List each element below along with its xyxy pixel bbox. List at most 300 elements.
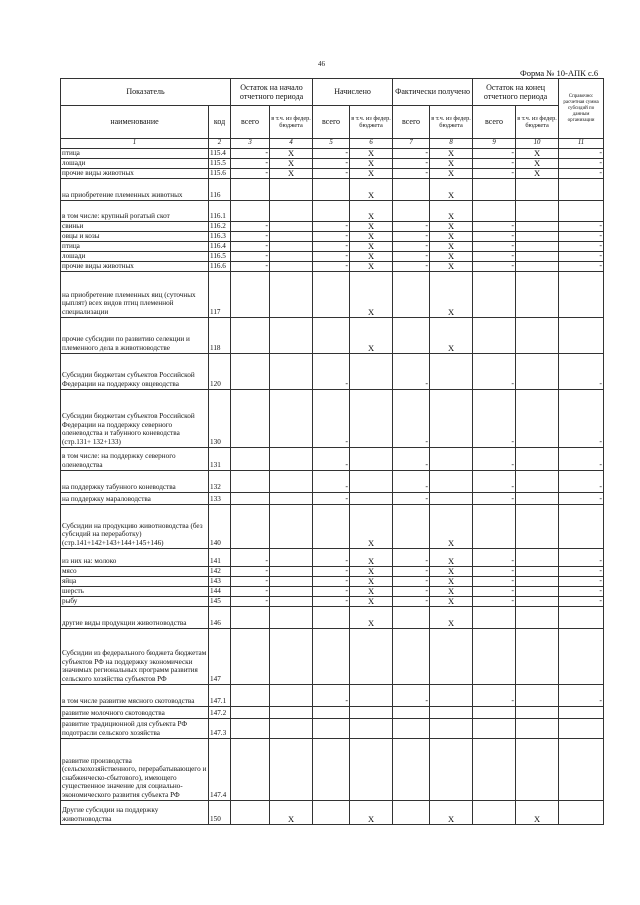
row-name: в том числе: на поддержку северного оленеводства (61, 447, 209, 470)
table-cell: X (350, 231, 393, 241)
column-number: 4 (270, 139, 313, 149)
table-cell: - (393, 389, 430, 447)
table-cell: - (313, 241, 350, 251)
table-cell: X (350, 317, 393, 353)
table-cell: - (393, 353, 430, 389)
table-cell (270, 317, 313, 353)
table-cell (516, 470, 559, 492)
table-row (61, 158, 604, 168)
table-cell (516, 606, 559, 628)
table-cell: - (559, 492, 604, 504)
table-row (61, 241, 604, 251)
row-name: Субсидии бюджетам субъектов Российской Федерации на поддержку овцеводства (61, 353, 209, 389)
table-cell (350, 389, 393, 447)
table-cell: - (393, 470, 430, 492)
table-cell (270, 684, 313, 706)
table-cell: X (350, 178, 393, 200)
table-cell: - (559, 168, 604, 178)
row-code: 146 (209, 606, 231, 628)
table-cell: X (430, 800, 473, 824)
row-code: 147.1 (209, 684, 231, 706)
column-number: 6 (350, 139, 393, 149)
table-cell (270, 738, 313, 800)
table-cell (473, 706, 516, 718)
table-cell (270, 447, 313, 470)
opening-balance-header: Остаток на начало отчетного периода (231, 79, 313, 106)
table-cell (270, 389, 313, 447)
table-cell (350, 706, 393, 718)
table-cell (270, 596, 313, 606)
accrued-total-header: всего (313, 106, 350, 139)
row-code: 131 (209, 447, 231, 470)
row-code: 147.3 (209, 718, 231, 738)
table-cell: - (473, 389, 516, 447)
table-cell (516, 231, 559, 241)
table-cell (393, 271, 430, 317)
table-cell: X (430, 158, 473, 168)
row-code: 116.2 (209, 221, 231, 231)
row-name: на приобретение племенных яиц (суточных цыплят) всех видов птиц племенной специализации (61, 271, 209, 317)
row-code: 142 (209, 566, 231, 576)
table-row (61, 251, 604, 261)
table-cell (430, 738, 473, 800)
row-code: 116 (209, 178, 231, 200)
table-cell (270, 566, 313, 576)
table-cell (516, 586, 559, 596)
closing-federal-header: в т.ч. из федер. бюджета (516, 106, 559, 139)
table-row (61, 548, 604, 566)
indicator-header: Показатель (61, 79, 231, 106)
table-cell (516, 241, 559, 251)
table-row (61, 271, 604, 317)
row-name: Другие субсидии на поддержку животноводства (61, 800, 209, 824)
table-cell: - (393, 576, 430, 586)
table-cell (516, 221, 559, 231)
table-cell (231, 738, 270, 800)
table-cell: X (430, 271, 473, 317)
table-cell: - (473, 221, 516, 231)
table-cell (270, 606, 313, 628)
table-row (61, 389, 604, 447)
row-code: 147 (209, 628, 231, 684)
table-cell (231, 200, 270, 221)
table-row (61, 168, 604, 178)
row-name: рыбу (61, 596, 209, 606)
row-code: 117 (209, 271, 231, 317)
table-cell (350, 353, 393, 389)
table-cell (516, 566, 559, 576)
table-cell: X (350, 596, 393, 606)
table-cell: X (350, 576, 393, 586)
subsidies-table (60, 78, 604, 825)
table-cell: - (313, 251, 350, 261)
table-cell: - (559, 586, 604, 596)
row-name: развитие молочного скотоводства (61, 706, 209, 718)
table-row (61, 148, 604, 158)
column-number: 5 (313, 139, 350, 149)
table-cell (231, 271, 270, 317)
table-cell: - (393, 548, 430, 566)
table-cell (231, 706, 270, 718)
table-cell (516, 706, 559, 718)
table-cell (430, 628, 473, 684)
table-cell: - (231, 586, 270, 596)
table-cell (270, 221, 313, 231)
table-cell (393, 800, 430, 824)
table-cell: - (231, 241, 270, 251)
table-cell: - (393, 221, 430, 231)
row-name: развитие традиционной для субъекта РФ подотрасли сельского хозяйства (61, 718, 209, 738)
table-cell: - (313, 596, 350, 606)
table-cell (516, 447, 559, 470)
row-name: птица (61, 241, 209, 251)
table-cell: X (430, 231, 473, 241)
table-row (61, 353, 604, 389)
received-total-header: всего (393, 106, 430, 139)
table-cell (473, 718, 516, 738)
table-cell: X (350, 251, 393, 261)
table-cell (270, 718, 313, 738)
row-code: 130 (209, 389, 231, 447)
table-cell (393, 200, 430, 221)
table-cell: X (350, 158, 393, 168)
table-row (61, 221, 604, 231)
table-cell: - (313, 168, 350, 178)
table-cell (270, 241, 313, 251)
row-code: 144 (209, 586, 231, 596)
table-row (61, 261, 604, 271)
table-cell: - (313, 261, 350, 271)
table-cell: X (430, 241, 473, 251)
table-cell: X (430, 548, 473, 566)
table-cell (393, 738, 430, 800)
table-cell: - (231, 596, 270, 606)
table-cell (473, 738, 516, 800)
table-cell (231, 317, 270, 353)
table-cell (270, 470, 313, 492)
table-row (61, 576, 604, 586)
table-cell: X (270, 800, 313, 824)
table-cell (313, 800, 350, 824)
column-number: 8 (430, 139, 473, 149)
table-cell (231, 504, 270, 548)
table-row (61, 317, 604, 353)
row-name: Субсидии бюджетам субъектов Российской Федерации на поддержку северного оленеводства и табунного коневодства (стр.131+ 132+133) (61, 389, 209, 447)
table-cell (430, 684, 473, 706)
row-code: 120 (209, 353, 231, 389)
table-cell: - (473, 470, 516, 492)
table-cell (313, 504, 350, 548)
table-cell: - (393, 261, 430, 271)
table-cell: - (473, 596, 516, 606)
table-cell: X (430, 168, 473, 178)
table-cell: - (393, 447, 430, 470)
table-cell: - (231, 261, 270, 271)
name-header: наименование (61, 106, 209, 139)
table-row (61, 504, 604, 548)
page-number: 46 (318, 60, 325, 68)
row-name: шерсть (61, 586, 209, 596)
row-code: 147.4 (209, 738, 231, 800)
table-cell: - (473, 168, 516, 178)
table-cell: - (313, 566, 350, 576)
table-cell (231, 718, 270, 738)
table-row (61, 718, 604, 738)
table-cell: - (393, 596, 430, 606)
table-row (61, 628, 604, 684)
closing-balance-header: Остаток на конец отчетного периода (473, 79, 559, 106)
row-name: овцы и козы (61, 231, 209, 241)
table-cell (516, 200, 559, 221)
row-name: птица (61, 148, 209, 158)
row-name: в том числе: крупный рогатый скот (61, 200, 209, 221)
code-header: код (209, 106, 231, 139)
table-row (61, 231, 604, 241)
row-code: 118 (209, 317, 231, 353)
table-cell: X (516, 168, 559, 178)
table-cell (473, 504, 516, 548)
column-number: 1 (61, 139, 209, 149)
table-cell (313, 200, 350, 221)
table-cell: - (313, 353, 350, 389)
table-cell: - (559, 251, 604, 261)
table-cell: - (559, 596, 604, 606)
row-code: 115.6 (209, 168, 231, 178)
table-cell (270, 576, 313, 586)
table-cell (516, 548, 559, 566)
table-cell (516, 684, 559, 706)
table-cell: X (430, 200, 473, 221)
table-cell (393, 628, 430, 684)
table-row (61, 738, 604, 800)
table-cell: - (393, 492, 430, 504)
table-cell (516, 178, 559, 200)
table-cell (516, 317, 559, 353)
table-cell (313, 178, 350, 200)
table-cell (313, 606, 350, 628)
table-cell (430, 447, 473, 470)
table-cell (559, 738, 604, 800)
table-cell: - (393, 231, 430, 241)
table-row (61, 586, 604, 596)
column-numbers-row (61, 139, 604, 149)
table-cell (559, 706, 604, 718)
row-name: прочие субсидии по развитию селекции и племенного дела в животноводстве (61, 317, 209, 353)
table-cell (270, 706, 313, 718)
table-cell: - (473, 251, 516, 261)
table-cell: - (559, 566, 604, 576)
accrued-header: Начислено (313, 79, 393, 106)
table-cell (430, 706, 473, 718)
table-row (61, 800, 604, 824)
table-body (61, 148, 604, 824)
table-cell: X (430, 504, 473, 548)
table-cell: X (350, 800, 393, 824)
table-cell: - (473, 353, 516, 389)
table-cell: - (473, 586, 516, 596)
table-cell: X (516, 148, 559, 158)
table-cell (473, 200, 516, 221)
row-name: яйца (61, 576, 209, 586)
table-cell (270, 353, 313, 389)
column-number: 10 (516, 139, 559, 149)
row-name: на приобретение племенных животных (61, 178, 209, 200)
table-cell: - (473, 447, 516, 470)
table-row (61, 470, 604, 492)
table-cell (516, 353, 559, 389)
row-code: 140 (209, 504, 231, 548)
table-cell (270, 628, 313, 684)
table-cell: - (393, 684, 430, 706)
table-cell: X (430, 566, 473, 576)
table-cell: X (350, 241, 393, 251)
received-header: Фактически получено (393, 79, 473, 106)
table-row (61, 447, 604, 470)
row-code: 150 (209, 800, 231, 824)
table-cell: X (430, 596, 473, 606)
row-name: лошади (61, 251, 209, 261)
row-code: 116.4 (209, 241, 231, 251)
table-cell (270, 586, 313, 596)
table-cell (350, 492, 393, 504)
table-cell (516, 504, 559, 548)
table-cell (231, 389, 270, 447)
table-cell (393, 317, 430, 353)
table-cell (559, 628, 604, 684)
table-cell (516, 738, 559, 800)
table-cell: X (350, 586, 393, 596)
table-cell (350, 684, 393, 706)
table-row (61, 596, 604, 606)
table-cell (231, 628, 270, 684)
table-cell (231, 800, 270, 824)
table-cell (516, 271, 559, 317)
column-number: 9 (473, 139, 516, 149)
table-cell (516, 389, 559, 447)
table-row (61, 606, 604, 628)
table-cell: X (270, 158, 313, 168)
table-cell: - (393, 158, 430, 168)
table-cell: X (430, 221, 473, 231)
table-cell (270, 548, 313, 566)
table-cell: - (559, 389, 604, 447)
table-cell (430, 470, 473, 492)
table-cell: X (350, 548, 393, 566)
opening-total-header: всего (231, 106, 270, 139)
table-cell: - (231, 148, 270, 158)
table-cell (430, 353, 473, 389)
table-cell (350, 718, 393, 738)
row-name: из них на: молоко (61, 548, 209, 566)
table-row (61, 178, 604, 200)
table-cell: - (473, 261, 516, 271)
table-cell: - (559, 158, 604, 168)
table-cell: - (393, 566, 430, 576)
table-cell (516, 251, 559, 261)
table-cell (393, 178, 430, 200)
table-cell: - (393, 586, 430, 596)
table-cell: - (559, 548, 604, 566)
table-cell (559, 800, 604, 824)
table-cell: - (313, 470, 350, 492)
table-cell: - (313, 158, 350, 168)
row-code: 116.1 (209, 200, 231, 221)
table-cell: - (231, 251, 270, 261)
table-cell: - (473, 492, 516, 504)
table-cell: X (270, 168, 313, 178)
table-cell: - (313, 231, 350, 241)
table-cell (430, 389, 473, 447)
table-cell: X (430, 261, 473, 271)
table-cell: - (473, 241, 516, 251)
table-cell (559, 718, 604, 738)
table-cell: X (350, 566, 393, 576)
table-row (61, 684, 604, 706)
table-cell (393, 706, 430, 718)
table-cell: X (430, 148, 473, 158)
table-cell: X (350, 504, 393, 548)
row-name: свиньи (61, 221, 209, 231)
table-cell: - (559, 684, 604, 706)
table-cell: - (313, 576, 350, 586)
row-code: 116.5 (209, 251, 231, 261)
table-cell: - (559, 148, 604, 158)
table-cell: - (313, 389, 350, 447)
table-cell: X (350, 221, 393, 231)
table-cell: - (313, 548, 350, 566)
row-name: развитие производства (сельскохозяйственного, перерабатывающего и снабженческо-сбытового), имеющего существенное значение для социально-экономического развития субъекта РФ (61, 738, 209, 800)
table-cell: - (313, 586, 350, 596)
table-cell: - (231, 548, 270, 566)
row-code: 132 (209, 470, 231, 492)
table-cell (231, 606, 270, 628)
received-federal-header: в т.ч. из федер. бюджета (430, 106, 473, 139)
form-label: Форма № 10-АПК с.6 (520, 68, 599, 78)
table-cell: X (516, 800, 559, 824)
table-cell: - (231, 576, 270, 586)
table-cell (473, 271, 516, 317)
table-cell: - (559, 221, 604, 231)
row-code: 116.6 (209, 261, 231, 271)
row-code: 141 (209, 548, 231, 566)
row-name: мясо (61, 566, 209, 576)
row-code: 115.4 (209, 148, 231, 158)
table-cell (516, 628, 559, 684)
table-cell (270, 200, 313, 221)
table-cell (393, 606, 430, 628)
table-cell (516, 492, 559, 504)
table-cell: - (559, 353, 604, 389)
table-cell (473, 178, 516, 200)
table-cell: - (473, 684, 516, 706)
row-code: 143 (209, 576, 231, 586)
column-number: 2 (209, 139, 231, 149)
row-name: Субсидии из федерального бюджета бюджетам субъектов РФ на поддержку экономически значимых региональных программ развития сельского хозяйства субъектов РФ (61, 628, 209, 684)
row-name: на поддержку мараловодства (61, 492, 209, 504)
reference-header: Справочно: расчетная сумма субсидий по данным организации (559, 79, 604, 139)
table-cell (559, 606, 604, 628)
table-cell (313, 706, 350, 718)
table-cell: - (231, 168, 270, 178)
table-cell (559, 200, 604, 221)
table-cell: X (350, 200, 393, 221)
row-name: на поддержку табунного коневодства (61, 470, 209, 492)
table-cell (559, 178, 604, 200)
table-cell: X (430, 317, 473, 353)
row-code: 133 (209, 492, 231, 504)
table-cell: X (430, 251, 473, 261)
opening-federal-header: в т.ч. из федер. бюджета (270, 106, 313, 139)
